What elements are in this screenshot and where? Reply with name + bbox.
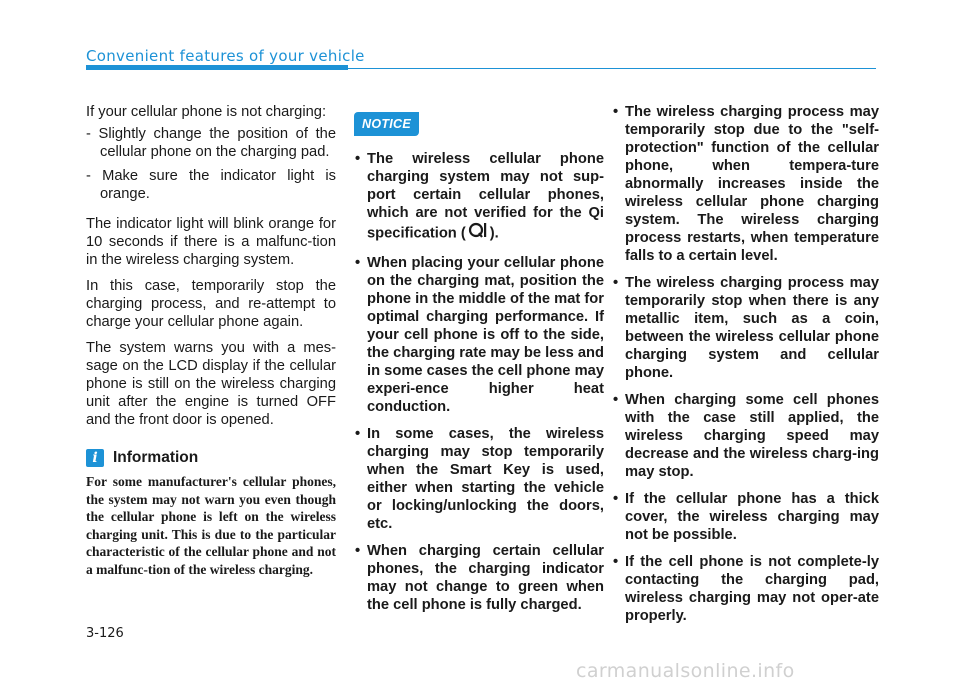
watermark: carmanualsonline.info: [576, 660, 795, 682]
paragraph: In this case, temporarily stop the charging process, and re-attempt to charge your cellular phone again.: [86, 278, 336, 330]
qi-logo-icon: [468, 220, 488, 245]
list-item: • The wireless charging process may temporarily stop when there is any metallic item, such as a coin, between the wireless cellular phone charging system and cellular phone.: [611, 274, 879, 382]
notice-list: [353, 150, 604, 614]
paragraph: The indicator light will blink orange for 10 seconds if there is a malfunc-tion in the wireless charging system.: [86, 216, 336, 268]
dash-item: - Make sure the indicator light is orange.: [86, 168, 336, 202]
qi-text-before: The wireless cellular phone charging system may not sup-port certain cellular phones, which are not verified for the Qi specification (: [367, 151, 604, 242]
charging-intro: If your cellular phone is not charging:: [86, 104, 327, 120]
header-rule-accent: [86, 65, 348, 70]
list-item: • The wireless charging process may temporarily stop due to the "self-protection" function of the cellular phone, when tempera-ture abnormally increases inside the wireless cellular phone charging system. The wireless charging process restarts, when temperature falls to a certain level.: [611, 103, 879, 265]
list-item: • In some cases, the wireless charging may stop temporarily when the Smart Key is used, either when starting the vehicle or locking/unlocking the doors, etc.: [353, 425, 604, 533]
dash-item: - Slightly change the position of the cellular phone on the charging pad.: [86, 126, 336, 160]
information-title: Information: [113, 449, 199, 466]
list-item: • When placing your cellular phone on the charging mat, position the phone in the middle of the mat for optimal charging performance. If your cell phone is off to the side, the charging rate may be less and in some cases the cell phone may experi-ence higher heat conduction.: [353, 254, 604, 416]
information-heading: [86, 449, 336, 467]
section-title: Convenient features of your vehicle: [86, 47, 365, 65]
middle-column: [353, 112, 604, 623]
information-icon: i: [86, 449, 104, 467]
page-number: 3-126: [86, 626, 124, 641]
list-item: • When charging some cell phones with the case still applied, the wireless charging speed may decrease and the wireless charg-ing may stop.: [611, 391, 879, 481]
information-body: For some manufacturer's cellular phones, the system may not warn you even though the cellular phone is left on the wireless charging unit. This is due to the particular characteristic of the cellular phone and not a malfunc-tion of the wireless charging.: [86, 474, 336, 577]
page-header: [0, 0, 960, 75]
qi-text-after: ).: [489, 225, 499, 242]
list-item: [353, 150, 604, 245]
left-column: [86, 103, 336, 578]
list-item: • When charging certain cellular phones, the charging indicator may not change to green when the cell phone is fully charged.: [353, 542, 604, 614]
notice-badge: NOTICE: [354, 112, 419, 136]
header-rule-line: [348, 68, 876, 69]
notice-list-continued: [611, 103, 879, 625]
paragraph: The system warns you with a mes-sage on the LCD display if the cellular phone is still on the wireless charging unit after the engine is turned OFF and the front door is opened.: [86, 340, 336, 428]
right-column: [611, 103, 879, 634]
list-item: • If the cell phone is not complete-ly contacting the charging pad, wireless charging may not oper-ate properly.: [611, 553, 879, 625]
list-item: • If the cellular phone has a thick cover, the wireless charging may not be possible.: [611, 490, 879, 544]
